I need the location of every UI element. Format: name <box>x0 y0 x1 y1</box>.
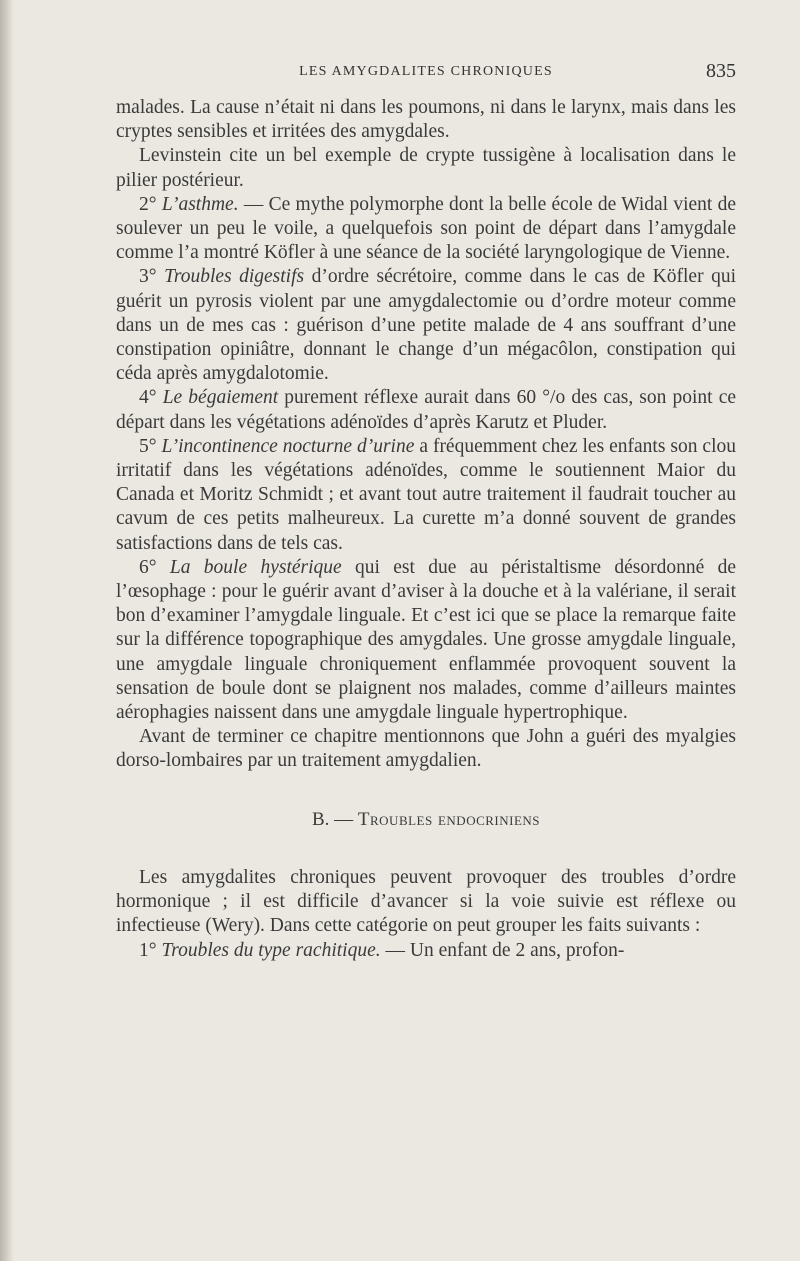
page-header <box>116 60 736 86</box>
paragraph-troubles-digestifs <box>116 265 736 386</box>
item-title: Troubles digestifs <box>164 266 305 288</box>
running-title: LES AMYGDALITES CHRONIQUES <box>299 64 553 79</box>
item-title: L’asthme. <box>161 193 239 215</box>
paragraph-levinstein: Levinstein cite un bel exemple de crypte tussigène à localisation dans le pilier postérieur. <box>116 145 736 191</box>
paragraph-rachitique <box>116 939 736 963</box>
item-number: 4° <box>139 387 157 409</box>
paragraph-conclusion: Avant de terminer ce chapitre mentionnons que John a guéri des myalgies dorso-lombaires par un traitement amygdalien. <box>116 726 736 772</box>
item-text: d’ordre sécrétoire, comme dans le cas de Köfler qui guérit un pyrosis violent par une amygdalectomie ou d’ordre moteur comme dans un de mes cas : guérison d’une petite malade de 4 ans souffrant d’une constipation opiniâtre, donnant le change d’un mégacôlon, constipation qui céda après amygdalotomie. <box>116 266 736 385</box>
item-number: 6° <box>139 556 157 578</box>
page-spine-shadow <box>0 0 14 1261</box>
item-number: 5° <box>139 435 157 457</box>
paragraph-endocrine-intro: Les amygdalites chroniques peuvent provoquer des troubles d’ordre hormonique ; il est difficile d’avancer si la voie suivie est réflexe ou infectieuse (Wery). Dans cette catégorie on peut grouper les faits suivants : <box>116 866 736 937</box>
item-text: — Un enfant de 2 ans, profon- <box>380 939 625 961</box>
item-text: — Ce mythe polymorphe dont la belle école de Widal vient de soulever un peu le voile, a quelquefois son point de départ dans l’amygdale comme l’a montré Köfler à une séance de la société laryngologique de Vienne. <box>116 193 737 264</box>
item-number: 1° <box>139 939 157 961</box>
item-text: purement réflexe aurait dans 60 °/o des cas, son point ce départ dans les végétations adénoïdes d’après Karutz et Pluder. <box>116 387 737 433</box>
item-text: a fréquemment chez les enfants son clou irritatif dans les végétations adénoïdes, comme le soutiennent Maior du Canada et Moritz Schmidt ; et avant tout autre traitement il faudrait toucher au cavum de ces petits malheureux. La curette m’a donné souvent de grandes satisfactions dans de tels cas. <box>116 435 736 554</box>
item-title: Le bégaiement <box>162 387 279 409</box>
body-text <box>116 96 736 963</box>
paragraph-incontinence <box>116 435 736 556</box>
item-text: qui est due au péristaltisme désordonné de l’œsophage : pour le guérir avant d’aviser à la douche et à la valériane, il serait bon d’examiner l’amygdale linguale. Et c’est ici que se place la remarque faite sur la différence topographique des amygdales. Une grosse amygdale linguale, une amygdale linguale chroniquement enflammée provoquent souvent la sensation de boule dont se plaignent nos malades, comme d’ailleurs maintes aérophagies naissent dans une amygdale linguale hypertrophique. <box>116 556 736 724</box>
item-title: La boule hystérique <box>169 556 342 578</box>
item-title: L’incontinence nocturne d’urine <box>161 435 415 457</box>
section-title: Troubles endocriniens <box>357 808 541 830</box>
paragraph-asthme <box>116 193 736 266</box>
paragraph-boule-hysterique <box>116 556 736 725</box>
item-title: Troubles du type rachitique. <box>161 939 381 961</box>
item-number: 3° <box>139 266 157 288</box>
page-number: 835 <box>706 60 736 82</box>
paragraph-continuation: malades. La cause n’était ni dans les poumons, ni dans le larynx, mais dans les cryptes sensibles et irritées des amygdales. <box>116 97 736 143</box>
item-number: 2° <box>139 193 157 215</box>
section-letter: B. — <box>311 808 354 830</box>
section-heading <box>116 808 736 832</box>
paragraph-begaiement <box>116 386 736 434</box>
